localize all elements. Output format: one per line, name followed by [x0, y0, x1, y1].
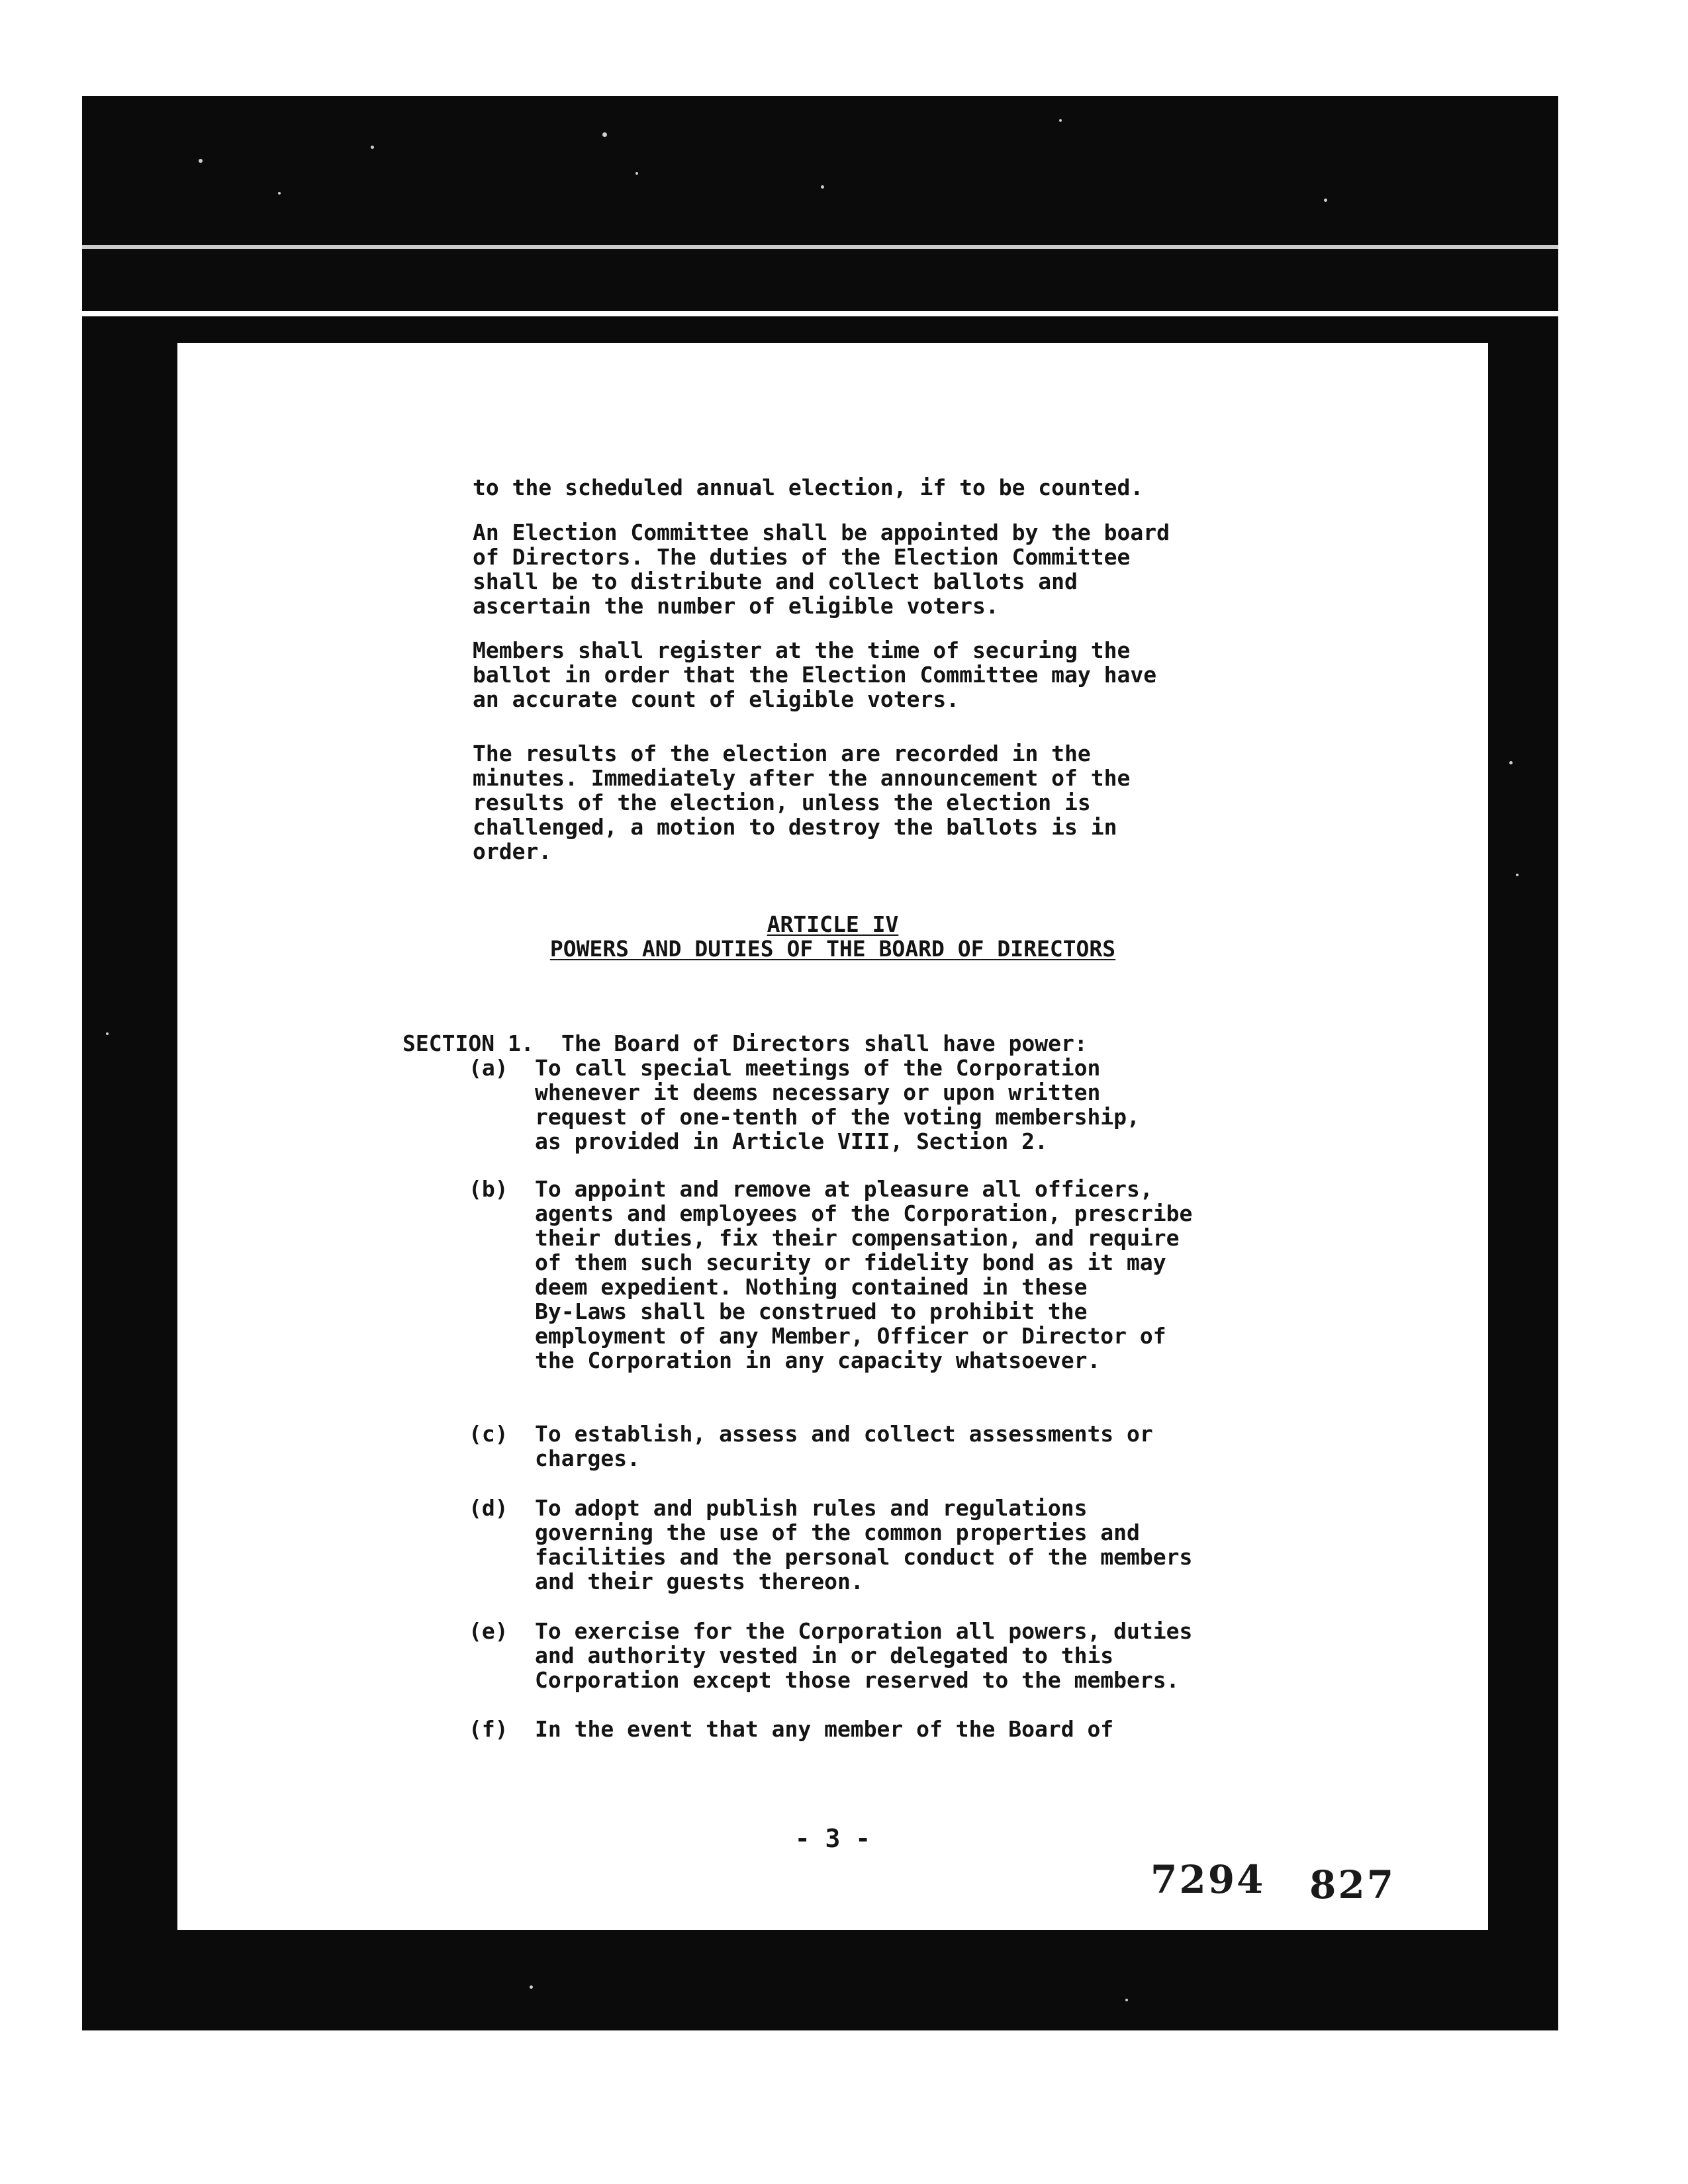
page-number: - 3 - [794, 1824, 871, 1853]
scan-speck [1125, 1999, 1128, 2001]
scan-speck [530, 1985, 533, 1989]
scan-speck [635, 172, 638, 175]
scan-speck [1059, 119, 1062, 122]
item-label-b: (b) [469, 1176, 508, 1202]
scan-border-line [82, 311, 1558, 316]
paragraph-results: The results of the election are recorded in the minutes. Immediately after the announcement of the results of the election, unless the election is challenged, a motion to destroy the ballots is in order. [473, 741, 1131, 864]
item-label-e: (e) [469, 1618, 508, 1644]
scan-border-bottom [91, 1933, 1558, 2030]
item-text-d: To adopt and publish rules and regulations governing the use of the common properties and facilities and the personal conduct of the members and their guests thereon. [535, 1495, 1193, 1594]
item-text-b: To appoint and remove at pleasure all officers, agents and employees of the Corporation, prescribe their duties, fix their compensation, and require of them such security or fidelity bond as it may deem expedient. Nothing contained in these By-Laws shall be construed to prohibit the employment of any Member, Officer or Director of the Corporation in any capacity whatsoever. [535, 1176, 1193, 1373]
paragraph-election-committee: An Election Committee shall be appointed by the board of Directors. The duties of the Election Committee shall be to distribute and collect ballots and ascertain the number of eligible voters. [473, 520, 1170, 619]
section-label: SECTION 1. [402, 1030, 534, 1056]
scan-speck [371, 146, 374, 149]
scan-speck [1516, 874, 1519, 876]
article-number: ARTICLE IV [767, 911, 899, 937]
item-text-c: To establish, assess and collect assessments or charges. [535, 1421, 1153, 1471]
scan-border-line [82, 245, 1558, 249]
continuation-line: to the scheduled annual election, if to be counted. [473, 475, 1144, 500]
scan-border-top [82, 96, 1558, 314]
section-intro: The Board of Directors shall have power: [561, 1030, 1088, 1056]
item-label-d: (d) [469, 1495, 508, 1521]
item-text-e: To exercise for the Corporation all powers, duties and authority vested in or delegated to this Corporation except those reserved to the members. [535, 1618, 1193, 1693]
scan-speck [602, 132, 607, 137]
recording-stamp-page: 827 [1309, 1862, 1396, 1907]
article-title: POWERS AND DUTIES OF THE BOARD OF DIRECTORS [549, 936, 1116, 962]
scan-speck [1324, 199, 1327, 202]
scan-speck [821, 185, 824, 189]
item-text-a: To call special meetings of the Corporation whenever it deems necessary or upon written request of one-tenth of the voting membership, as provided in Article VIII, Section 2. [535, 1055, 1140, 1154]
scan-speck [199, 159, 203, 163]
item-label-f: (f) [469, 1716, 508, 1742]
item-label-a: (a) [469, 1055, 508, 1081]
scan-speck [106, 1032, 109, 1035]
document-page [177, 343, 1488, 1930]
scan-speck [1509, 761, 1513, 764]
scan-speck [278, 192, 281, 195]
recording-stamp-book: 7294 [1150, 1857, 1266, 1902]
item-text-f: In the event that any member of the Board of [535, 1716, 1114, 1742]
item-label-c: (c) [469, 1421, 508, 1447]
paragraph-registration: Members shall register at the time of securing the ballot in order that the Election Committee may have an accurate count of eligible voters. [473, 637, 1157, 712]
